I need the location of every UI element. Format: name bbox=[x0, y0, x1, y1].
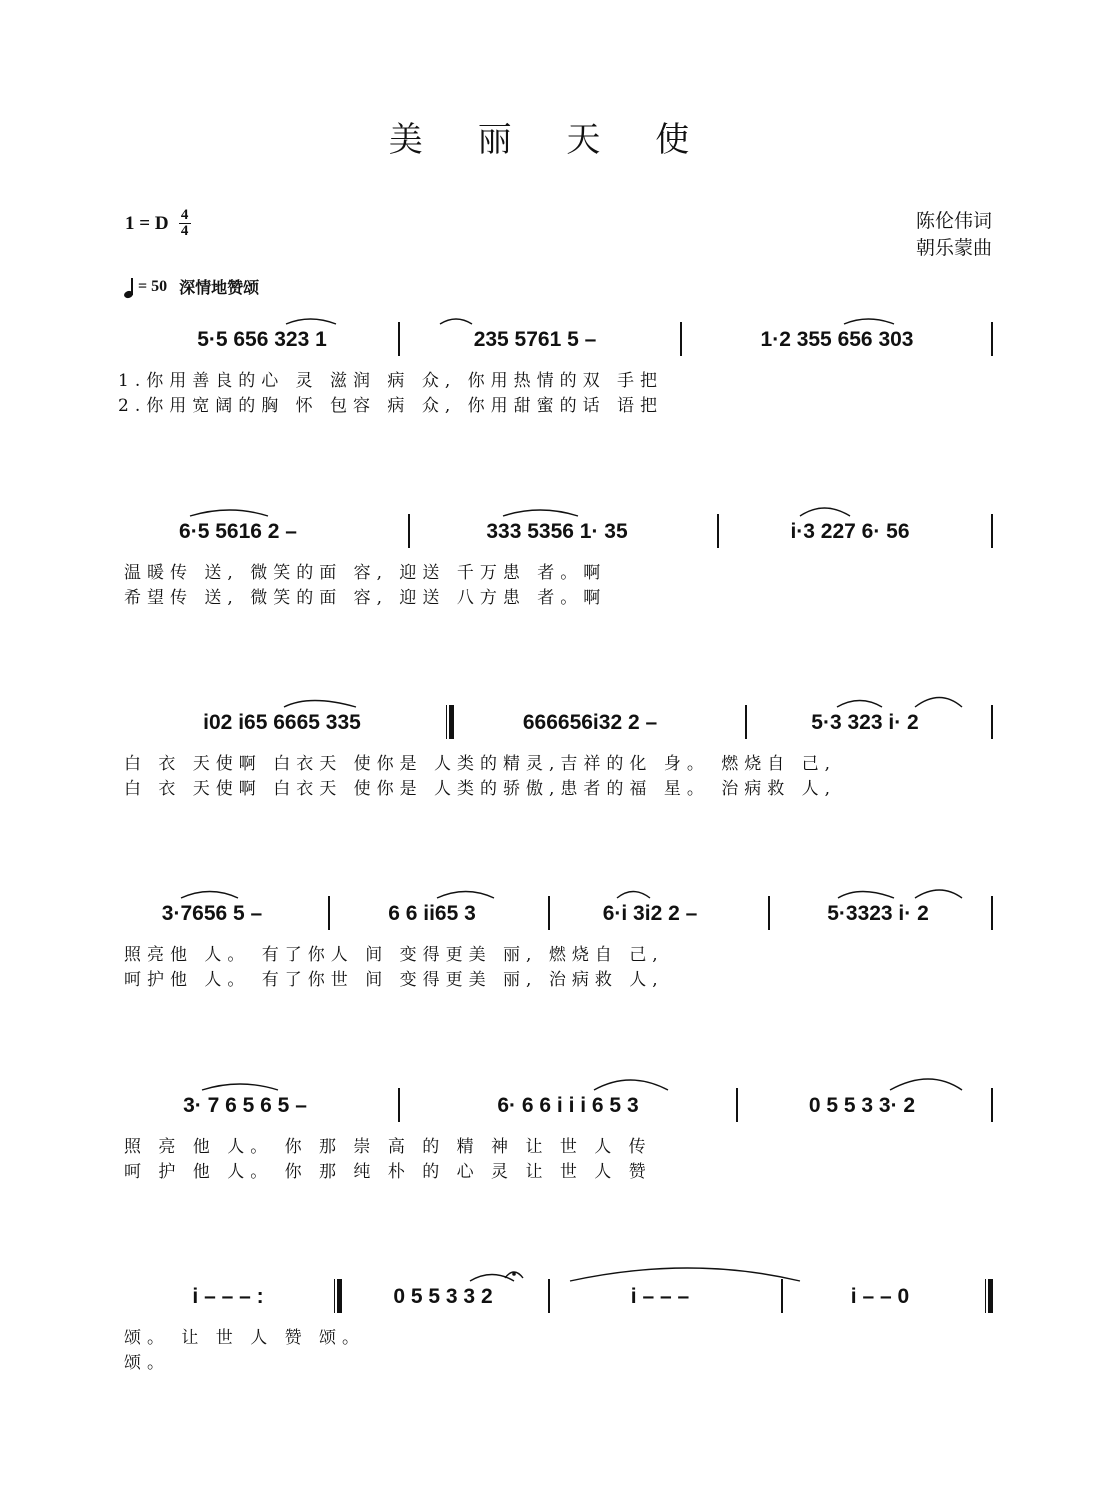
tempo-expression: 深情地赞颂 bbox=[179, 280, 260, 297]
lyric-line-1: 1.你用善良的心 灵 滋润 病 众, 你用热情的双 手把 bbox=[118, 371, 664, 391]
measure-2: 6· 6 6 i i i 6 5 3 bbox=[497, 1094, 639, 1117]
barline bbox=[717, 514, 719, 548]
score-system-1 bbox=[0, 320, 1100, 430]
score-system-6 bbox=[0, 1277, 1100, 1387]
measure-1: i – – – : bbox=[192, 1285, 264, 1308]
measure-2: 6 6 ii65 3 bbox=[388, 902, 476, 925]
lyric-line-1: 照亮他 人。 有了你人 间 变得更美 丽, 燃烧自 己, bbox=[124, 945, 664, 965]
measure-1: 3·7656 5 – bbox=[161, 902, 263, 925]
notation-row bbox=[0, 703, 1100, 745]
score-system-5 bbox=[0, 1086, 1100, 1196]
lyric-line-1: 照 亮 他 人。 你 那 崇 高 的 精 神 让 世 人 传 bbox=[124, 1137, 652, 1157]
barline bbox=[768, 896, 770, 930]
score-system-3 bbox=[0, 703, 1100, 813]
barline bbox=[991, 514, 993, 548]
key-label: 1 = D bbox=[125, 212, 169, 234]
fermata-dot bbox=[512, 1272, 516, 1276]
repeat-barline bbox=[334, 1279, 342, 1313]
barline bbox=[781, 1279, 783, 1313]
time-top: 4 bbox=[180, 207, 189, 223]
notation-row bbox=[0, 894, 1100, 936]
measure-3: 1·2 355 656 303 bbox=[760, 328, 914, 351]
barline bbox=[736, 1088, 738, 1122]
notation-row bbox=[0, 320, 1100, 362]
measure-3: 5·3 323 i· 2 bbox=[811, 711, 919, 734]
lyric-line-2: 颂。 bbox=[124, 1353, 170, 1373]
measure-1: 5·5 656 323 1 bbox=[197, 328, 327, 351]
lyric-line-2: 希望传 送, 微笑的面 容, 迎送 八方患 者。啊 bbox=[124, 588, 607, 608]
time-signature bbox=[179, 208, 191, 239]
lyric-line-2: 2.你用宽阔的胸 怀 包容 病 众, 你用甜蜜的话 语把 bbox=[118, 396, 664, 416]
measure-3: 6·i 3i2 2 – bbox=[602, 902, 698, 925]
notation-row bbox=[0, 1277, 1100, 1319]
barline bbox=[398, 1088, 400, 1122]
credits bbox=[916, 208, 992, 262]
lyric-line-2: 呵护他 人。 有了你世 间 变得更美 丽, 治病救 人, bbox=[124, 970, 664, 990]
notation-row bbox=[0, 1086, 1100, 1128]
measure-2: 235 5761 5 – bbox=[473, 328, 597, 351]
double-barline bbox=[446, 705, 454, 739]
final-barline bbox=[985, 1279, 993, 1313]
barline bbox=[991, 896, 993, 930]
lyric-line-1: 温暖传 送, 微笑的面 容, 迎送 千万患 者。啊 bbox=[124, 563, 607, 583]
barline bbox=[408, 514, 410, 548]
barline bbox=[548, 1279, 550, 1313]
barline bbox=[991, 1088, 993, 1122]
notation-row bbox=[0, 512, 1100, 554]
tempo-marking bbox=[124, 275, 259, 298]
quarter-note-icon bbox=[124, 276, 134, 298]
measure-3: i·3 227 6· 56 bbox=[790, 520, 910, 543]
barline bbox=[680, 322, 682, 356]
barline bbox=[991, 705, 993, 739]
barline bbox=[398, 322, 400, 356]
measure-1: i02 i65 6665 335 bbox=[203, 711, 361, 734]
tempo-value: = 50 bbox=[138, 277, 168, 295]
measure-3: i – – – bbox=[630, 1285, 690, 1308]
barline bbox=[328, 896, 330, 930]
lyric-line-2: 白 衣 天使啊 白衣天 使你是 人类的骄傲,患者的福 星。 治病救 人, bbox=[124, 779, 837, 799]
score-system-2 bbox=[0, 512, 1100, 622]
barline bbox=[548, 896, 550, 930]
measure-4: i – – 0 bbox=[850, 1285, 910, 1308]
barline bbox=[745, 705, 747, 739]
measure-2: 0 5 5 3 3 2 bbox=[393, 1285, 493, 1308]
lyric-line-2: 呵 护 他 人。 你 那 纯 朴 的 心 灵 让 世 人 赞 bbox=[124, 1162, 652, 1182]
measure-3: 0 5 5 3 3· 2 bbox=[808, 1094, 916, 1117]
measure-2: 333 5356 1· 35 bbox=[486, 520, 628, 543]
lyricist-credit: 陈伦伟词 bbox=[915, 210, 992, 232]
measure-4: 5·3323 i· 2 bbox=[827, 902, 929, 925]
measure-2: 666656i32 2 – bbox=[522, 711, 658, 734]
measure-1: 3· 7 6 5 6 5 – bbox=[183, 1094, 307, 1117]
key-signature bbox=[125, 208, 191, 239]
score-system-4 bbox=[0, 894, 1100, 1004]
lyric-line-1: 颂。 让 世 人 赞 颂。 bbox=[124, 1328, 366, 1348]
time-bottom: 4 bbox=[180, 223, 189, 239]
barline bbox=[991, 322, 993, 356]
measure-1: 6·5 5616 2 – bbox=[179, 520, 297, 543]
composer-credit: 朝乐蒙曲 bbox=[915, 237, 992, 259]
lyric-line-1: 白 衣 天使啊 白衣天 使你是 人类的精灵,吉祥的化 身。 燃烧自 己, bbox=[124, 754, 837, 774]
song-title: 美 丽 天 使 bbox=[388, 120, 712, 160]
